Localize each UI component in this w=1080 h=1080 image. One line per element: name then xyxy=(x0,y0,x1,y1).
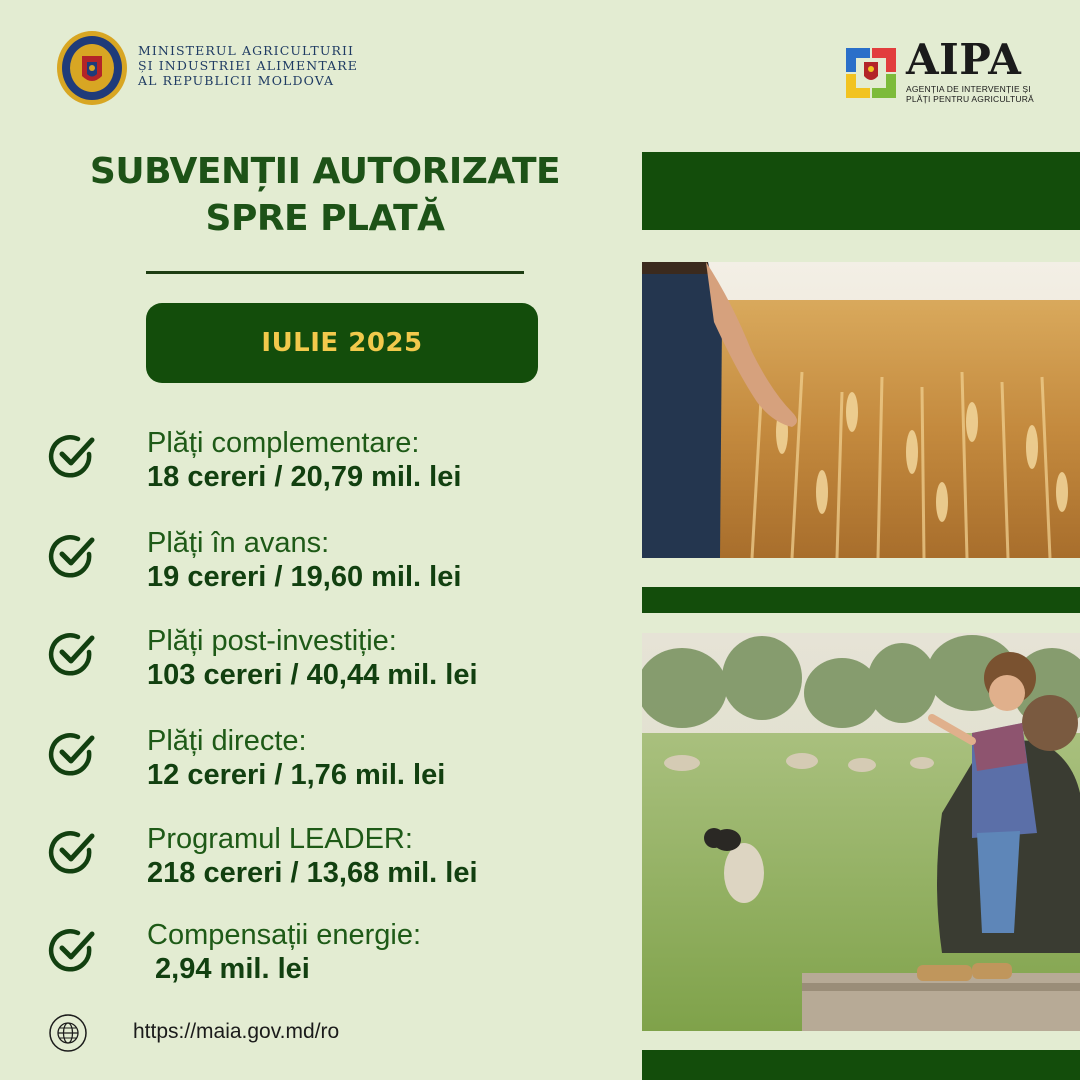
period-label: IULIE 2025 xyxy=(261,328,423,358)
item-value: 218 cereri / 13,68 mil. lei xyxy=(147,857,478,889)
item-label: Plăți în avans: xyxy=(147,527,330,559)
aipa-logo-icon xyxy=(840,42,902,100)
agency-sub-line-1: AGENȚIA DE INTERVENȚIE ȘI xyxy=(906,84,1031,94)
agency-name: AIPA xyxy=(906,35,1022,84)
check-circle-icon xyxy=(48,630,96,678)
item-value: 18 cereri / 20,79 mil. lei xyxy=(147,461,462,493)
ministry-line-1: MINISTERUL AGRICULTURII xyxy=(138,43,355,58)
website-link[interactable]: https://maia.gov.md/ro xyxy=(133,1020,340,1043)
check-circle-icon xyxy=(48,926,96,974)
ministry-seal-icon xyxy=(56,30,128,106)
ministry-line-3: AL REPUBLICII MOLDOVA xyxy=(138,73,335,88)
item-label: Plăți post-investiție: xyxy=(147,625,397,657)
ministry-line-2: ȘI INDUSTRIEI ALIMENTARE xyxy=(138,58,358,73)
list-item xyxy=(0,822,640,912)
item-value: 19 cereri / 19,60 mil. lei xyxy=(147,561,462,593)
title-line-2: SPRE PLATĂ xyxy=(205,198,445,239)
check-circle-icon xyxy=(48,432,96,480)
list-item xyxy=(0,426,640,516)
page-title xyxy=(60,148,590,242)
period-badge xyxy=(146,303,538,383)
title-divider xyxy=(146,271,524,274)
item-value: 103 cereri / 40,44 mil. lei xyxy=(147,659,478,691)
item-value: 12 cereri / 1,76 mil. lei xyxy=(147,759,446,791)
check-circle-icon xyxy=(48,828,96,876)
decorative-bar xyxy=(642,1050,1080,1080)
decorative-bar xyxy=(642,587,1080,613)
item-label: Programul LEADER: xyxy=(147,823,413,855)
farm-family-photo xyxy=(642,633,1080,1031)
wheat-field-photo xyxy=(642,262,1080,558)
list-item xyxy=(0,724,640,814)
item-label: Compensații energie: xyxy=(147,919,422,951)
check-circle-icon xyxy=(48,532,96,580)
list-item xyxy=(0,526,640,616)
item-label: Plăți directe: xyxy=(147,725,307,757)
title-line-1: SUBVENȚII AUTORIZATE xyxy=(89,151,561,192)
agency-subtitle xyxy=(906,84,1034,104)
list-item xyxy=(0,918,640,1008)
globe-icon xyxy=(48,1013,88,1053)
item-label: Plăți complementare: xyxy=(147,427,420,459)
ministry-name xyxy=(138,43,358,88)
item-value: 2,94 mil. lei xyxy=(147,953,310,985)
list-item xyxy=(0,624,640,714)
check-circle-icon xyxy=(48,730,96,778)
agency-sub-line-2: PLĂȚI PENTRU AGRICULTURĂ xyxy=(906,94,1034,104)
decorative-bar xyxy=(642,152,1080,230)
